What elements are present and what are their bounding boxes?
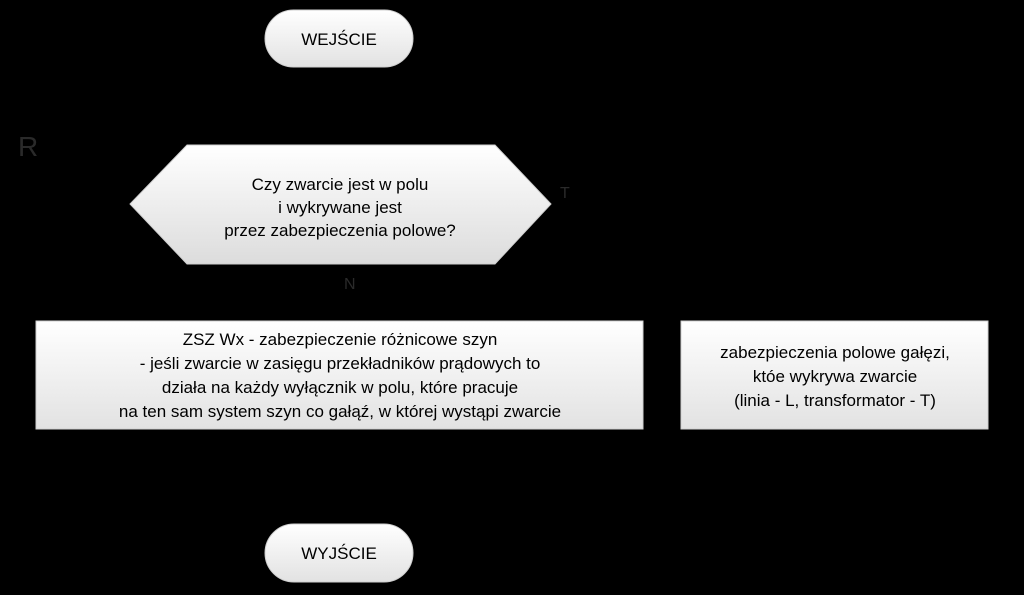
end-node — [265, 524, 413, 582]
end-node-label: WYJŚCIE — [301, 544, 377, 563]
busbar-protection-line-1: ZSZ Wx - zabezpieczenie różnicowe szyn — [182, 330, 498, 349]
no-branch-label: N — [344, 276, 356, 293]
field-protection-line-1: zabezpieczenia polowe gałęzi, — [720, 343, 950, 362]
field-protection-line-3: (linia - L, transformator - T) — [734, 391, 936, 410]
decision-node — [130, 145, 551, 264]
busbar-protection-line-4: na ten sam system szyn co gałąź, w której wystąpi zwarcie — [118, 402, 562, 421]
field-protection-line-2: któe wykrywa zwarcie — [752, 367, 918, 386]
start-node-label: WEJŚCIE — [301, 30, 377, 49]
decision-line-2: i wykrywane jest — [278, 198, 402, 217]
decision-line-3: przez zabezpieczenia polowe? — [224, 221, 456, 240]
side-label: R — [18, 131, 39, 162]
yes-branch-label: T — [560, 185, 570, 202]
start-node — [265, 10, 413, 67]
busbar-protection-line-3: działa na każdy wyłącznik w polu, które pracuje — [161, 378, 519, 397]
field-protection-box — [681, 321, 988, 429]
busbar-protection-box — [36, 321, 643, 429]
busbar-protection-line-2: - jeśli zwarcie w zasięgu przekładników prądowych to — [139, 354, 541, 373]
decision-line-1: Czy zwarcie jest w polu — [251, 175, 429, 194]
